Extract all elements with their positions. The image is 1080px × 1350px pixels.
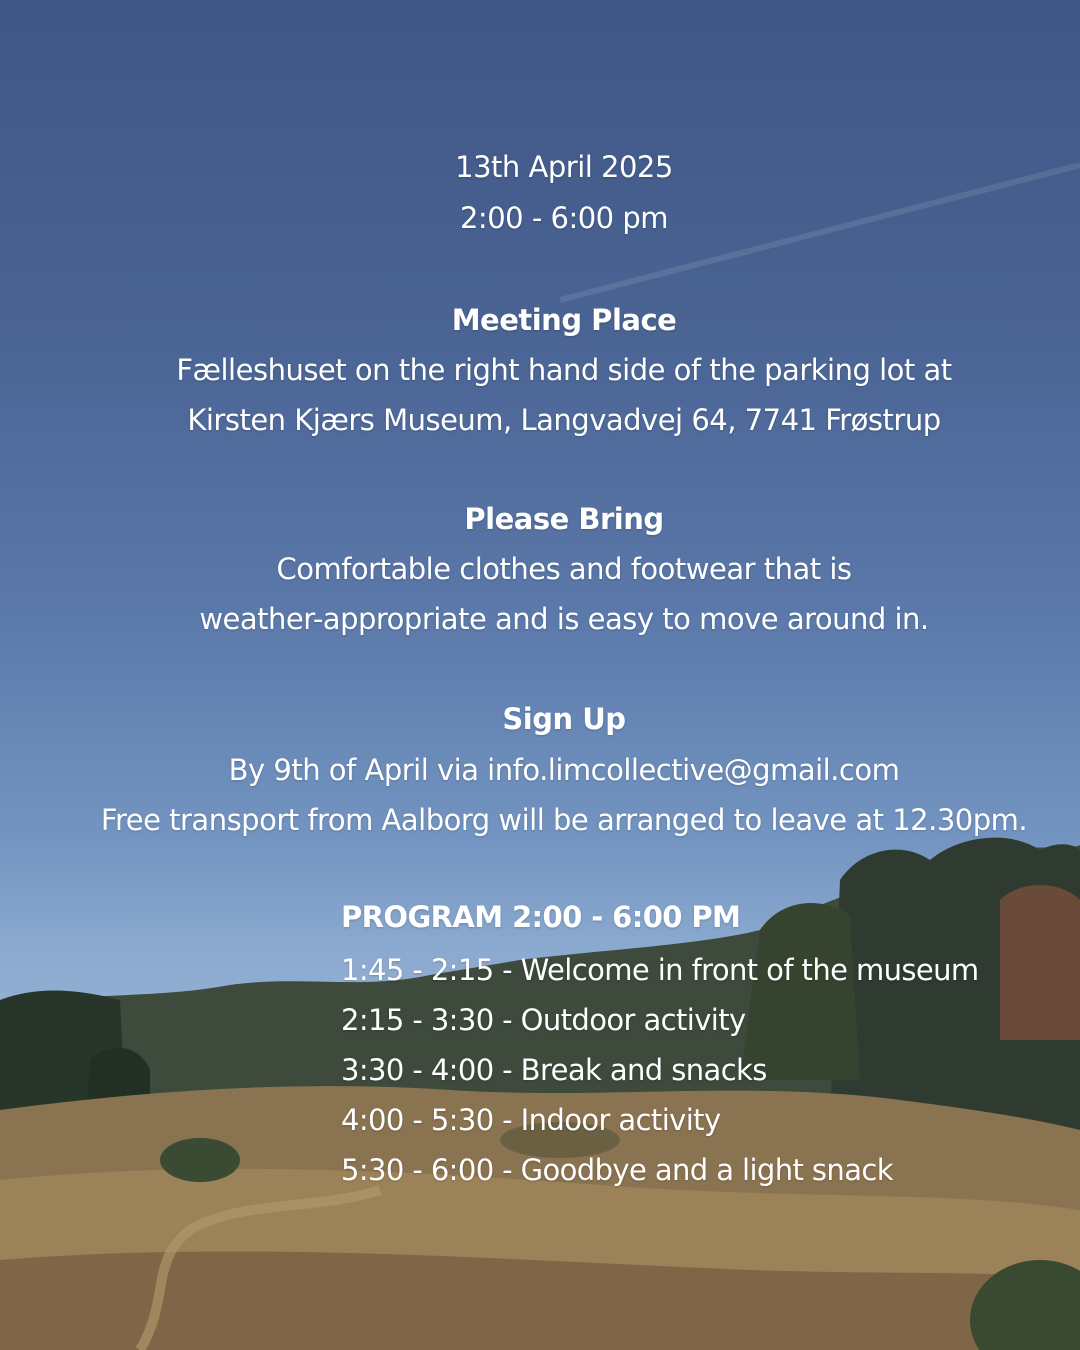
program-item: 4:00 - 5:30 - Indoor activity — [341, 1103, 721, 1137]
event-date: 13th April 2025 — [455, 150, 673, 184]
program-heading: PROGRAM 2:00 - 6:00 PM — [341, 900, 741, 934]
please-bring-line-1: Comfortable clothes and footwear that is — [276, 552, 852, 586]
meeting-place-heading: Meeting Place — [451, 303, 677, 337]
sign-up-line-2: Free transport from Aalborg will be arranged to leave at 12.30pm. — [100, 803, 1028, 837]
sign-up-heading: Sign Up — [502, 702, 626, 736]
program-item: 3:30 - 4:00 - Break and snacks — [341, 1053, 767, 1087]
meeting-place-line-2: Kirsten Kjærs Museum, Langvadvej 64, 7741 Frøstrup — [187, 403, 941, 437]
program-item: 2:15 - 3:30 - Outdoor activity — [341, 1003, 746, 1037]
event-time: 2:00 - 6:00 pm — [459, 201, 669, 235]
please-bring-line-2: weather-appropriate and is easy to move around in. — [199, 602, 929, 636]
sign-up-line-1: By 9th of April via info.limcollective@gmail.com — [228, 753, 900, 787]
program-item: 5:30 - 6:00 - Goodbye and a light snack — [341, 1153, 893, 1187]
please-bring-heading: Please Bring — [464, 502, 664, 536]
program-item: 1:45 - 2:15 - Welcome in front of the museum — [341, 953, 979, 987]
meeting-place-line-1: Fælleshuset on the right hand side of the parking lot at — [176, 353, 952, 387]
